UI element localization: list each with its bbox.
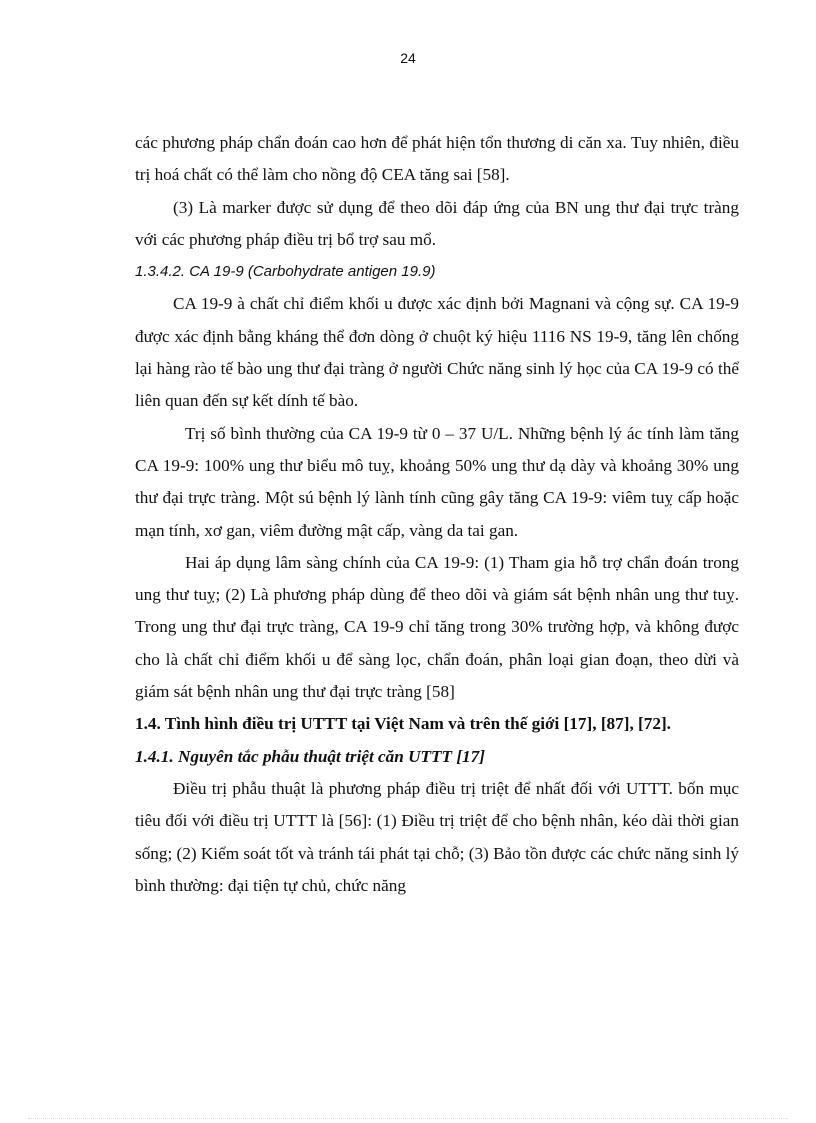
document-body xyxy=(135,127,739,902)
paragraph-ca19-9-normal-values: Trị số bình thường của CA 19-9 từ 0 – 37 U/L. Những bệnh lý ác tính làm tăng CA 19-9: 100% ung thư biểu mô tuỵ, khoảng 50% ung thư dạ dày và khoảng 30% ung thư đại trực tràng. Một sú bệnh lý lành tính cũng gây tăng CA 19-9: viêm tuỵ cấp hoặc mạn tính, xơ gan, viêm đường mật cấp, vàng da tai gan. xyxy=(135,423,739,540)
page-number: 24 xyxy=(400,50,416,66)
paragraph-surgery-goals: Điều trị phẫu thuật là phương pháp điều trị triệt để nhất đối với UTTT. bốn mục tiêu đối với điều trị UTTT là [56]: (1) Điều trị triệt để cho bệnh nhân, kéo dài thời gian sống; (2) Kiểm soát tốt và tránh tái phát tại chỗ; (3) Bảo tồn được các chức năng sinh lý bình thường: đại tiện tự chủ, chức năng xyxy=(135,778,739,895)
paragraph-cea-continuation: các phương pháp chẩn đoán cao hơn để phát hiện tổn thương di căn xa. Tuy nhiên, điều trị hoá chất có thể làm cho nồng độ CEA tăng sai [58]. xyxy=(135,133,739,185)
section-heading-ca19-9: 1.3.4.2. CA 19-9 (Carbohydrate antigen 19.9) xyxy=(135,263,436,281)
paragraph-ca19-9-definition: CA 19-9 à chất chỉ điểm khối u được xác định bởi Magnani và cộng sự. CA 19-9 được xác định bằng kháng thể đơn dòng ở chuột ký hiệu 1116 NS 19-9, tăng lên chống lại hàng rào tế bào ung thư đại tràng ở người Chức năng sinh lý học của CA 19-9 có thể liên quan đến sự kết dính tế bào. xyxy=(135,294,739,411)
paragraph-ca19-9-applications: Hai áp dụng lâm sàng chính của CA 19-9: (1) Tham gia hỗ trợ chẩn đoán trong ung thư tuỵ; (2) Là phương pháp dùng để theo dõi và giám sát bệnh nhân ung thư tuỵ. Trong ung thư đại trực tràng, CA 19-9 chỉ tăng trong 30% trường hợp, và không được cho là chất chỉ điểm khối u để sàng lọc, chẩn đoán, phân loại gian đoạn, theo dừi và giám sát bệnh nhân ung thư đại trực tràng [58] xyxy=(135,552,739,702)
section-heading-treatment: 1.4. Tình hình điều trị UTTT tại Việt Nam và trên thế giới [17], [87], [72]. xyxy=(135,714,671,734)
page-bottom-divider xyxy=(28,1118,788,1119)
paragraph-cea-marker: (3) Là marker được sử dụng để theo dõi đáp ứng của BN ung thư đại trực tràng với các phương pháp điều trị bổ trợ sau mổ. xyxy=(135,197,739,249)
section-heading-surgery-principles: 1.4.1. Nguyên tắc phẫu thuật triệt căn UTTT [17] xyxy=(135,746,485,766)
